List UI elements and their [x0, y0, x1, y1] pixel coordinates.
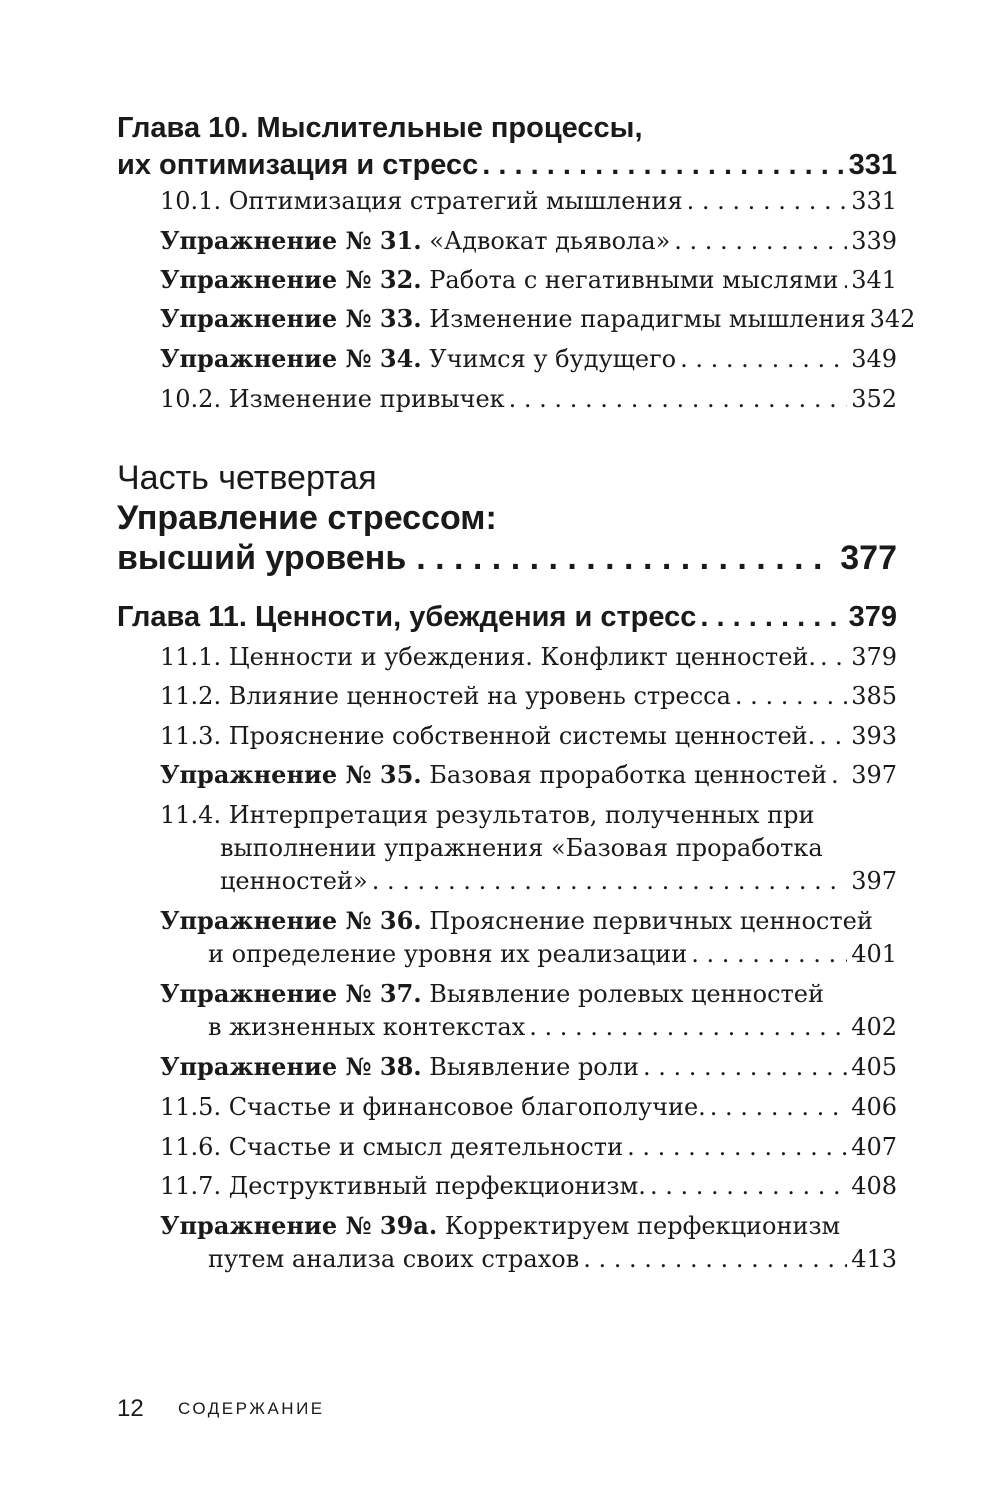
toc-entry: [160, 638, 897, 676]
entry-page: 341: [851, 266, 897, 294]
chapter-10-title-text: Глава 10. Мыслительные процессы,: [117, 112, 643, 144]
toc-entry: [160, 1167, 897, 1205]
entry-text: Учимся у будущего: [429, 345, 677, 373]
entry-page: 401: [851, 940, 897, 968]
dot-leader: [819, 717, 847, 755]
toc-entry: [160, 182, 897, 220]
dot-leader: [691, 935, 847, 973]
toc-entry: [160, 261, 897, 299]
entry-text: 10.2. Изменение привычек: [160, 385, 505, 413]
dot-leader: [529, 1008, 847, 1046]
entry-page: 405: [851, 1053, 897, 1081]
footer-section-label: СОДЕРЖАНИЕ: [178, 1399, 325, 1418]
entry-page: 393: [851, 722, 897, 750]
dot-leader: [583, 1240, 847, 1278]
toc-entry: [160, 756, 897, 794]
entry-page: 407: [851, 1133, 897, 1161]
exercise-label: Упражнение № 32.: [160, 265, 422, 294]
entry-page: 352: [851, 385, 897, 413]
part-page: 377: [840, 539, 897, 577]
dot-leader: [680, 340, 847, 378]
entry-page: 349: [851, 345, 897, 373]
chapter-10-title-line2: [117, 145, 897, 185]
footer-page-number: 12: [117, 1395, 144, 1422]
entry-text: 10.1. Оптимизация стратегий мышления: [160, 187, 683, 215]
toc-entry: [208, 1008, 897, 1046]
dot-leader: [650, 1167, 847, 1205]
dot-leader: [627, 1128, 847, 1166]
toc-entry: [160, 1128, 897, 1166]
toc-entry: [160, 1048, 897, 1086]
entry-page: 397: [851, 867, 897, 895]
entry-text: 11.3. Прояснение собственной системы ценностей.: [160, 722, 816, 750]
exercise-label: Упражнение № 37.: [160, 979, 422, 1008]
chapter-11-title: [117, 597, 897, 637]
chapter-11-title-text: Глава 11. Ценности, убеждения и стресс: [117, 601, 697, 633]
exercise-label: Упражнение № 35.: [160, 760, 422, 789]
entry-page: 331: [851, 187, 897, 215]
entry-text: путем анализа своих страхов: [208, 1245, 580, 1273]
part-title-line2: [117, 535, 897, 581]
toc-entry: [208, 935, 897, 973]
entry-page: 408: [851, 1172, 897, 1200]
entry-page: 406: [851, 1093, 897, 1121]
entry-text: «Адвокат дьявола»: [429, 227, 671, 255]
entry-text: ценностей»: [220, 867, 368, 895]
toc-entry: [160, 222, 897, 260]
toc-entry-line: 11.4. Интерпретация результатов, полученных при: [160, 801, 815, 829]
entry-page: 342: [869, 305, 916, 333]
chapter-10-page: 331: [848, 149, 897, 181]
dot-leader: [700, 597, 844, 637]
entry-page: 339: [851, 227, 897, 255]
dot-leader: [820, 638, 847, 676]
entry-text: Выявление роли: [429, 1053, 639, 1081]
entry-text: Работа с негативными мыслями: [429, 266, 839, 294]
toc-entry: [160, 380, 897, 418]
toc-entry: [160, 717, 897, 755]
entry-text: 11.6. Счастье и смысл деятельности: [160, 1133, 624, 1161]
exercise-label: Упражнение № 38.: [160, 1052, 422, 1081]
toc-entry: [160, 340, 897, 378]
toc-entry-line: выполнении упражнения «Базовая проработка: [220, 834, 823, 862]
entry-text: Корректируем перфекционизм: [444, 1212, 841, 1240]
entry-page: 413: [851, 1245, 897, 1273]
exercise-label: Упражнение № 34.: [160, 344, 422, 373]
toc-entry: [160, 1088, 897, 1126]
dot-leader: [416, 535, 830, 581]
entry-text: 11.7. Деструктивный перфекционизм.: [160, 1172, 646, 1200]
dot-leader: [831, 756, 847, 794]
exercise-label: Упражнение № 36.: [160, 906, 422, 935]
entry-page: 397: [851, 761, 897, 789]
dot-leader: [735, 677, 847, 715]
chapter-10-title-cont: их оптимизация и стресс: [117, 149, 479, 181]
entry-text: Базовая проработка ценностей: [429, 761, 827, 789]
dot-leader: [710, 1088, 847, 1126]
dot-leader: [687, 182, 848, 220]
exercise-label: Упражнение № 31.: [160, 226, 422, 255]
exercise-label: Упражнение № 33.: [160, 304, 422, 333]
toc-entry: [220, 862, 897, 900]
entry-text: в жизненных контекстах: [208, 1013, 526, 1041]
entry-page: 379: [851, 643, 897, 671]
dot-leader: [643, 1048, 847, 1086]
dot-leader: [674, 222, 847, 260]
dot-leader: [509, 380, 848, 418]
dot-leader: [372, 862, 848, 900]
chapter-10-title-line1: [117, 108, 897, 148]
entry-text: Прояснение первичных ценностей: [429, 907, 873, 935]
entry-text: и определение уровня их реализации: [208, 940, 688, 968]
entry-page: 385: [851, 682, 897, 710]
entry-text: 11.1. Ценности и убеждения. Конфликт ценностей.: [160, 643, 817, 671]
entry-text: 11.2. Влияние ценностей на уровень стресса: [160, 682, 731, 710]
entry-page: 402: [851, 1013, 897, 1041]
part-title-line1: Управление стрессом:: [117, 499, 497, 537]
toc-entry: [208, 1240, 897, 1278]
entry-text: 11.5. Счастье и финансовое благополучие.: [160, 1093, 706, 1121]
toc-entry: [160, 300, 916, 338]
toc-entry: [160, 677, 897, 715]
exercise-label: Упражнение № 39а.: [160, 1211, 438, 1240]
entry-text: Выявление ролевых ценностей: [429, 980, 824, 1008]
dot-leader: [842, 261, 847, 299]
part-label: Часть четвертая: [117, 459, 377, 497]
entry-text: Изменение парадигмы мышления: [429, 305, 866, 333]
chapter-11-page: 379: [848, 601, 897, 633]
part-title-cont: высший уровень: [117, 539, 407, 577]
dot-leader: [482, 145, 844, 185]
